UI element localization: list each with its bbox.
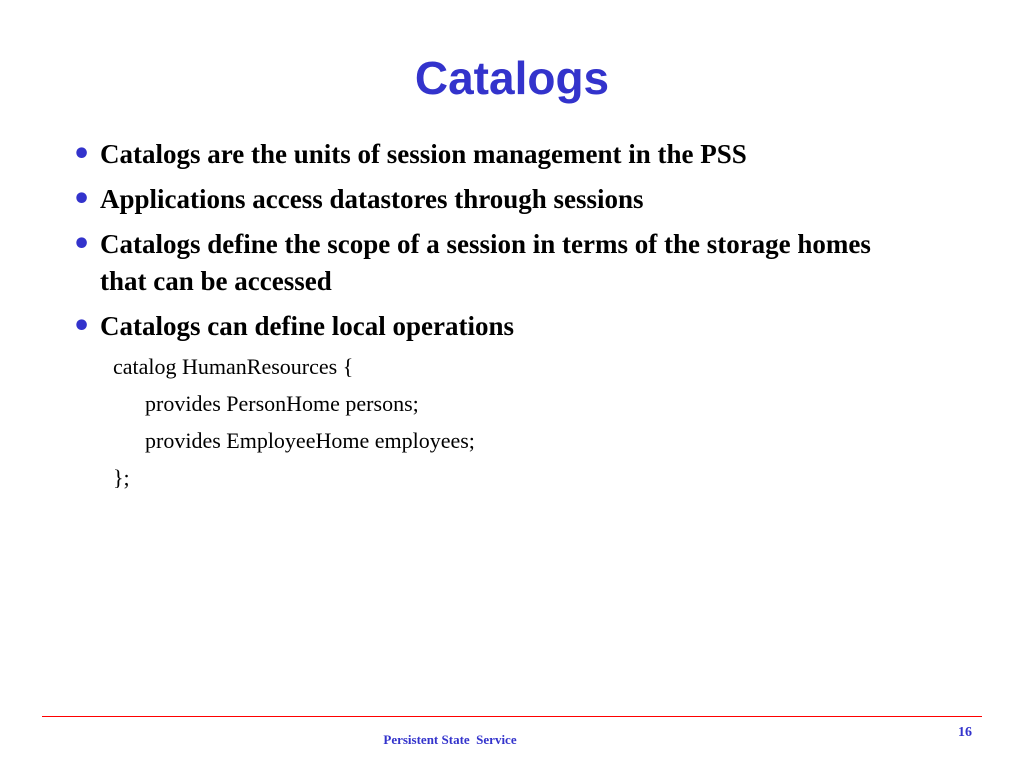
bullet-item [0, 181, 1024, 218]
bullet-text: Catalogs define the scope of a session in terms of the storage homes that can be accessed [100, 229, 871, 296]
page-number: 16 [958, 725, 972, 740]
bullet-icon: • [72, 309, 92, 344]
bullet-item [0, 136, 1024, 173]
code-line: }; [113, 465, 130, 490]
bullet-text: Applications access datastores through sessions [100, 184, 644, 214]
bullet-item [0, 308, 1024, 345]
footer-title: Persistent State Service [383, 732, 517, 747]
code-line: catalog HumanResources { [113, 354, 354, 379]
bullet-icon: • [72, 182, 92, 217]
bullet-text: Catalogs can define local operations [100, 311, 514, 341]
code-line: provides PersonHome persons; [145, 391, 419, 416]
bullet-icon: • [72, 227, 92, 262]
code-example [0, 348, 1024, 496]
code-line: provides EmployeeHome employees; [145, 428, 475, 453]
bullet-icon: • [72, 137, 92, 172]
bullet-list [0, 136, 1024, 353]
footer-divider [42, 716, 982, 717]
bullet-text: Catalogs are the units of session management in the PSS [100, 139, 747, 169]
bullet-item [0, 226, 1024, 300]
slide-title: Catalogs [414, 52, 610, 104]
